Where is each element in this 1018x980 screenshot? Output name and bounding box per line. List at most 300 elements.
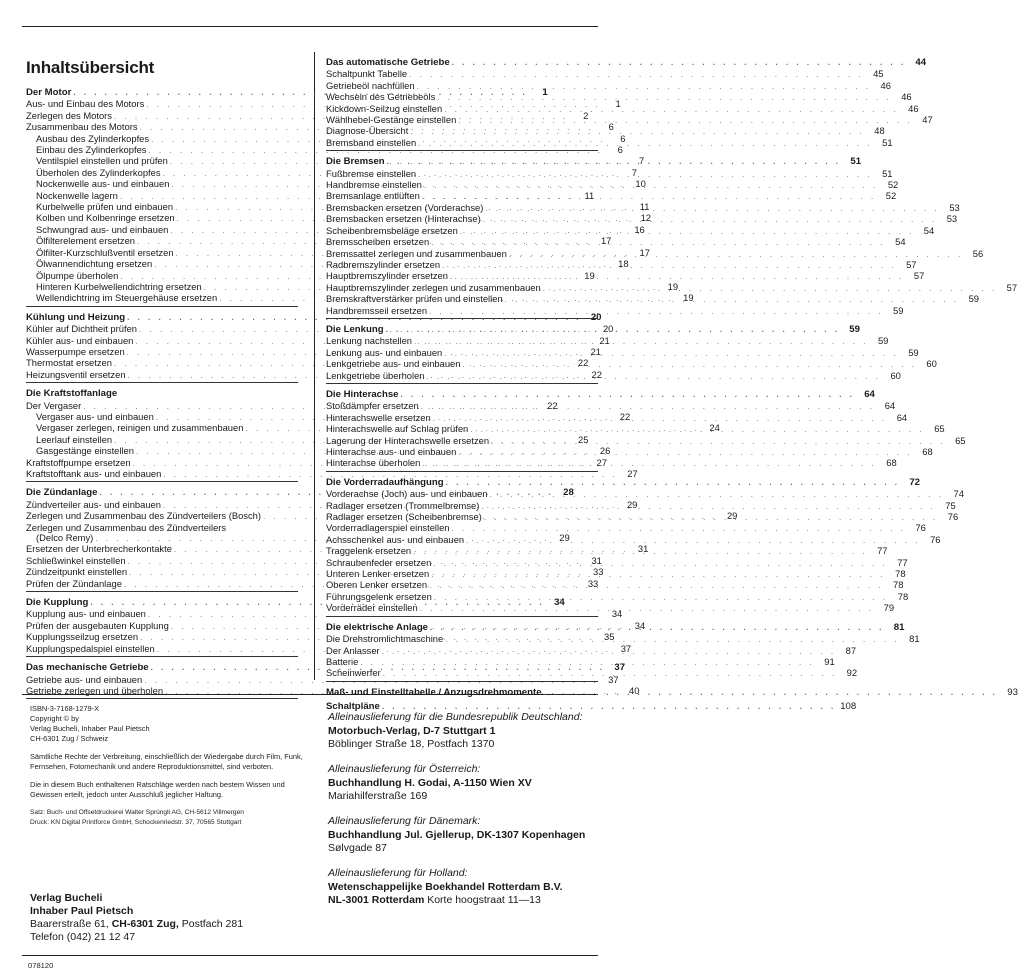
- toc-entry-title: Die Hinterachse: [326, 388, 399, 400]
- toc-leader-dots: [445, 635, 899, 645]
- toc-entry-title: Lenkung aus- und einbauen: [326, 346, 443, 358]
- toc-entry-title: Zerlegen und Zusammenbau des Zündverteilers: [26, 521, 227, 533]
- toc-page-number: 75: [945, 499, 956, 511]
- toc-page-number: 68: [886, 457, 897, 469]
- toc-entry-title: Vergaser zerlegen, reinigen und zusammenbauen: [36, 422, 244, 434]
- toc-entry-title: Die Zündanlage: [26, 487, 98, 499]
- toc-page-number: 22: [619, 410, 631, 422]
- toc-page-number: 51: [882, 167, 893, 179]
- toc-page-number: 72: [909, 476, 920, 488]
- toc-page-number: 34: [554, 597, 565, 609]
- distributor-label: Alleinauslieferung für Dänemark:: [328, 815, 481, 827]
- toc-page-number: 76: [947, 511, 959, 523]
- toc-page-number: 16: [634, 223, 645, 235]
- toc-section-heading: [326, 57, 927, 68]
- druck-credit: Druck: KN Digital Printforce GmbH, Schockenriedstr. 37, 70565 Stuttgart: [30, 819, 242, 826]
- isbn: ISBN-3-7168-1279-X: [30, 704, 100, 713]
- toc-page-number: 52: [887, 179, 899, 191]
- toc-page-number: 53: [946, 213, 958, 225]
- toc-entry-title: Schaltpunkt Tabelle: [326, 68, 408, 80]
- toc-page-number: 64: [864, 388, 875, 400]
- toc-leader-dots: [383, 669, 837, 679]
- toc-entry-title: Bremskraftverstärker prüfen und einstellen: [326, 293, 503, 305]
- toc-entry-title: Die Kraftstoffanlage: [26, 388, 118, 400]
- toc-leader-dots: [444, 105, 898, 115]
- toc-leader-dots: [462, 357, 916, 370]
- toc-page-number: 27: [627, 468, 638, 479]
- toc-entry-title: Hinterachse aus- und einbauen: [326, 446, 457, 457]
- toc-leader-dots: [444, 345, 898, 359]
- toc-page-number: 59: [968, 293, 980, 305]
- toc-page-number: 29: [559, 532, 570, 544]
- toc-entry-title: Kraftstoffpumpe ersetzen: [26, 456, 131, 468]
- toc-page-number: 60: [890, 369, 901, 381]
- toc-entry-title: Handbremse einstellen: [326, 179, 422, 191]
- toc-entry-title: Bremsscheiben ersetzen: [326, 236, 430, 248]
- toc-leader-dots: [543, 280, 997, 294]
- toc-leader-dots: [424, 178, 878, 191]
- publisher-street-line: [30, 918, 312, 931]
- toc-entry-title: Zusammenbau des Motors: [26, 121, 138, 133]
- toc-page-number: 108: [840, 701, 857, 713]
- toc-leader-dots: [360, 658, 814, 668]
- toc-page-number: 1: [542, 87, 548, 98]
- toc-entry-title: Wechseln des Getriebeöls: [326, 91, 436, 103]
- publisher-name: Verlag Bucheli: [30, 892, 103, 904]
- toc-leader-dots: [420, 604, 874, 614]
- toc-leader-dots: [433, 410, 887, 424]
- toc-page-number: 78: [893, 579, 904, 591]
- toc-leader-dots: [470, 422, 924, 435]
- toc-entry-title: Die Kupplung: [26, 597, 89, 609]
- toc-page-number: 37: [608, 673, 619, 685]
- toc-page-number: 57: [913, 270, 925, 282]
- toc-page-number: 34: [634, 619, 646, 631]
- toc-page-number: 53: [949, 201, 960, 213]
- distributor-address: Mariahilferstraße 169: [328, 790, 428, 802]
- toc-entry-title: (Delco Remy): [36, 532, 94, 544]
- toc-page-number: 22: [591, 368, 602, 380]
- toc-entry-title: Zerlegen und Zusammenbau des Zündverteilers (Bosch): [26, 510, 262, 522]
- toc-entry-title: Ventilspiel einstellen und prüfen: [36, 155, 168, 167]
- toc-entry-title: Heizungsventil ersetzen: [26, 368, 126, 380]
- toc-entry-title: Ölpumpe überholen: [36, 269, 119, 281]
- toc-leader-dots: [414, 334, 868, 347]
- toc-leader-dots: [458, 116, 912, 126]
- toc-entry-title: Zerlegen des Motors: [26, 109, 112, 121]
- toc-leader-dots: [413, 547, 867, 557]
- toc-entry-title: Lagerung der Hinterachswelle ersetzen: [326, 434, 490, 446]
- toc-entry-title: Zündverteiler aus- und einbauen: [26, 498, 161, 510]
- toc-entry-title: Leerlauf einstellen: [36, 433, 113, 445]
- toc-entry-title: Schaltpläne: [326, 701, 380, 713]
- distributor-name: Buchhandlung H. Godai, A-1150 Wien XV: [328, 777, 532, 789]
- publisher-postbox: Postfach 281: [181, 918, 244, 930]
- toc-page-number: 51: [850, 156, 862, 168]
- toc-leader-dots: [427, 368, 881, 382]
- toc-entry-title: Lenkgetriebe aus- und einbauen: [326, 358, 461, 370]
- toc-leader-dots: [458, 445, 912, 458]
- toc-page-number: 54: [923, 224, 935, 236]
- toc-page-number: 40: [629, 684, 640, 696]
- toc-page-number: 92: [846, 667, 858, 679]
- toc-page-number: 78: [897, 590, 909, 602]
- toc-entry-title: Wasserpumpe ersetzen: [26, 345, 125, 357]
- toc-leader-dots: [422, 456, 876, 469]
- toc-leader-dots: [418, 139, 872, 149]
- toc-page-number: 79: [883, 602, 895, 614]
- footer-code: 078120: [28, 961, 54, 970]
- toc-page-number: 46: [908, 102, 919, 114]
- toc-entry-title: Die elektrische Anlage: [326, 621, 429, 633]
- toc-entry-title: Thermostat ersetzen: [26, 357, 112, 369]
- toc-leader-dots: [484, 510, 938, 523]
- toc-entry-title: Das automatische Getriebe: [326, 57, 450, 68]
- toc-leader-dots: [434, 593, 888, 603]
- toc-page-number: 2: [583, 109, 589, 121]
- toc-page-number: 77: [897, 556, 908, 568]
- toc-section-heading: [326, 388, 875, 400]
- toc-entry-title: Diagnose-Übersicht: [326, 125, 409, 137]
- toc-page-number: 17: [639, 246, 650, 258]
- toc-leader-dots: [417, 82, 871, 92]
- toc-entry-title: Vorderräder einstellen: [326, 602, 418, 614]
- toc-page-number: 59: [849, 323, 860, 335]
- toc-section-heading: [326, 156, 862, 168]
- publisher-phone: Telefon (042) 21 12 47: [30, 931, 136, 943]
- toc-entry-title: Einbau des Zylinderkopfes: [36, 144, 147, 156]
- toc-entry-title: Hinteren Kurbelwellendichtring ersetzen: [36, 280, 202, 292]
- toc-leader-dots: [490, 487, 944, 500]
- toc-leader-dots: [544, 684, 998, 698]
- toc-entry-title: Gasgestänge einstellen: [36, 445, 134, 457]
- copyright: Copyright © by: [30, 714, 79, 723]
- toc-entry-title: Ersetzen der Unterbrecherkontakte: [26, 543, 172, 555]
- toc-page-number: 87: [845, 644, 857, 656]
- disclaimer: Die in diesem Buch enthaltenen Ratschläge werden nach bestem Wissen und Gewissen erteilt, jedoch unter Ausschluß jeglicher Haftung.: [30, 780, 285, 799]
- toc-page-number: 57: [906, 258, 917, 270]
- toc-entry-title: Hinterachswelle ersetzen: [326, 411, 431, 423]
- toc-page-number: 11: [584, 189, 595, 201]
- toc-entry-title: Bremssattel zerlegen und zusammenbauen: [326, 247, 507, 259]
- satz-credit: Satz: Buch- und Offsetdruckerei Walter Sprüngli AG, CH-5612 Villmergen: [30, 809, 244, 816]
- toc-leader-dots: [421, 399, 875, 412]
- toc-entry-title: Ausbau des Zylinderkopfes: [36, 132, 150, 144]
- toc-entry-title: Hauptbremszylinder zerlegen und zusammenbauen: [326, 281, 541, 293]
- toc-page-number: 20: [590, 311, 602, 323]
- toc-entry-title: Hinterachswelle auf Schlag prüfen: [326, 423, 469, 435]
- toc-page-number: 81: [909, 633, 920, 645]
- toc-page-number: 33: [587, 577, 599, 589]
- toc-page-number: 93: [1007, 686, 1018, 698]
- toc-entry-title: Der Anlasser: [326, 644, 380, 656]
- toc-page-number: 46: [880, 79, 891, 91]
- toc-page-number: 10: [635, 178, 646, 190]
- toc-entry-title: Handbremsseil ersetzen: [326, 304, 428, 316]
- rights-notice: Sämtliche Rechte der Verbreitung, einschließlich der Wiedergabe durch Film, Funk, Fernsehen, Fotomechanik und andere Reproduktionsmittel, sind verboten.: [30, 752, 303, 771]
- toc-entry-title: Lenkung nachstellen: [326, 335, 413, 347]
- toc-entry-title: Der Vergaser: [26, 399, 82, 411]
- toc-leader-dots: [429, 577, 883, 591]
- toc-section: [326, 57, 933, 151]
- toc-entry-title: Hauptbremszylinder ersetzen: [326, 270, 448, 282]
- toc-entry: [326, 358, 937, 370]
- toc-leader-dots: [466, 536, 920, 546]
- toc-entry-title: Traggelenk ersetzen: [326, 545, 412, 557]
- toc-leader-dots: [429, 307, 883, 317]
- toc-entry: [326, 136, 893, 149]
- toc-entry-title: Bremsbacken ersetzen (Vorderachse): [326, 201, 484, 213]
- toc-page-number: 64: [896, 411, 908, 423]
- toc-page-number: 19: [683, 292, 694, 304]
- publisher-street: Baarerstraße 61,: [30, 918, 109, 930]
- toc-page-number: 68: [922, 446, 933, 457]
- toc-section-heading: [26, 311, 602, 323]
- toc-entry-title: Die Drehstromlichtmaschine: [326, 633, 444, 645]
- toc-entry-title: Zündzeitpunkt einstellen: [26, 566, 128, 578]
- toc-entry-title: Bremsanlage entlüften: [326, 190, 420, 202]
- toc-entry-title: Vorderachse (Joch) aus- und einbauen: [326, 488, 488, 500]
- toc-entry-title: Lenkgetriebe überholen: [326, 369, 425, 381]
- toc-page-number: 31: [637, 543, 649, 555]
- toc-entry-title: Führungsgelenk ersetzen: [326, 590, 432, 602]
- toc-page-number: 51: [882, 136, 893, 148]
- toc-entry-title: Ölwannendichtung ersetzen: [36, 258, 153, 270]
- toc-leader-dots: [422, 189, 876, 202]
- toc-entry-title: Kraftstofftank aus- und einbauen: [26, 468, 162, 479]
- toc-entry-title: Kühler auf Dichtheit prüfen: [26, 323, 138, 335]
- toc-page-number: 65: [955, 434, 966, 446]
- toc-entry-title: Prüfen der Zündanlage: [26, 577, 122, 589]
- toc-page-number: 54: [895, 236, 906, 248]
- toc-page-number: 81: [893, 621, 905, 633]
- toc-leader-dots: [509, 246, 963, 260]
- toc-leader-dots: [410, 127, 864, 137]
- distributor-name: Wetenschappelijke Boekhandel Rotterdam B.V.: [328, 881, 563, 893]
- toc-page-number: 6: [620, 132, 626, 144]
- toc-page-number: 6: [608, 121, 614, 133]
- toc-leader-dots: [505, 292, 959, 305]
- toc-entry-title: Getriebe zerlegen und überholen: [26, 684, 164, 696]
- toc-entry-title: Ölfilterelement ersetzen: [36, 235, 136, 247]
- distributors: [328, 711, 600, 919]
- toc-entry-title: Maß- und Einstelltabelle / Anzugsdrehmomente: [326, 686, 542, 698]
- toc-leader-dots: [418, 166, 872, 180]
- toc-entry-title: Überholen des Zylinderkopfes: [36, 166, 161, 178]
- toc-page-number: 74: [953, 488, 964, 500]
- toc-page-number: 45: [873, 68, 884, 80]
- toc-entry-title: Der Motor: [26, 87, 72, 98]
- toc-page-number: 29: [626, 498, 638, 510]
- toc-page-number: 35: [604, 631, 615, 643]
- toc-leader-dots: [491, 433, 945, 447]
- toc-leader-dots: [401, 390, 855, 400]
- toc-leader-dots: [460, 223, 914, 237]
- toc-entry-title: Das mechanische Getriebe: [26, 662, 149, 674]
- toc-page-number: 24: [709, 422, 720, 434]
- toc-page-number: 91: [824, 655, 835, 667]
- toc-entry: [326, 91, 912, 103]
- toc-leader-dots: [387, 157, 841, 167]
- publisher-city: CH-6301 Zug,: [111, 918, 179, 930]
- toc-entry-title: Achsschenkel aus- und einbauen: [326, 533, 465, 545]
- toc-entry-title: Schließwinkel einstellen: [26, 554, 126, 566]
- toc-section-heading: [26, 389, 298, 399]
- toc-page-number: 37: [620, 642, 632, 654]
- toc-page-number: 7: [639, 155, 645, 167]
- toc-entry-title: Kühler aus- und einbauen: [26, 334, 134, 346]
- toc-entry-title: Schwungrad aus- und einbauen: [36, 223, 169, 235]
- toc-page-number: 59: [908, 346, 919, 358]
- distributor-address-line: [328, 894, 600, 907]
- toc-page-number: 20: [602, 323, 614, 335]
- toc-entry-title: Prüfen der ausgebauten Kupplung: [26, 619, 169, 631]
- toc-leader-dots: [431, 235, 885, 248]
- toc-leader-dots: [481, 498, 935, 512]
- page-title: Inhaltsübersicht: [26, 58, 155, 77]
- distributor-block: [328, 867, 600, 907]
- toc-page-number: 31: [591, 554, 602, 566]
- toc-entry-title: Vergaser aus- und einbauen: [36, 410, 154, 422]
- toc-entry-title: Scheinwerfer: [326, 667, 381, 679]
- toc-entry-title: Kupplungspedalspiel einstellen: [26, 642, 155, 654]
- distributor-name: Buchhandlung Jul. Gjellerup, DK-1307 Kopenhagen: [328, 829, 586, 841]
- toc-page-number: 11: [639, 201, 650, 213]
- toc-entry-title: Kolben und Kolbenringe ersetzen: [36, 212, 175, 224]
- toc-leader-dots: [452, 58, 906, 68]
- toc-page-number: 56: [972, 247, 984, 259]
- toc-page-number: 77: [877, 545, 888, 557]
- toc-entry-title: Vorderradlagerspiel einstellen: [326, 522, 450, 534]
- top-rule: [22, 26, 598, 27]
- toc-entry-title: Radlager ersetzen (Trommelbremse): [326, 499, 480, 511]
- toc-page-number: 22: [547, 399, 558, 411]
- toc-leader-dots: [437, 93, 891, 103]
- toc-entry-title: Getriebe aus- und einbauen: [26, 673, 143, 685]
- toc-page-number: 25: [578, 433, 589, 445]
- toc-page-number: 60: [926, 358, 937, 370]
- toc-entry-title: Aus- und Einbau des Motors: [26, 98, 145, 110]
- toc-entry-title: Radbremszylinder ersetzen: [326, 258, 441, 270]
- toc-page-number: 26: [599, 445, 611, 457]
- toc-leader-dots: [485, 201, 939, 214]
- toc-page-number: 12: [640, 212, 652, 224]
- distributor-street: Korte hoogstraat 11—13: [427, 894, 541, 906]
- toc-page-number: 7: [631, 166, 637, 178]
- toc-leader-dots: [409, 70, 863, 80]
- toc-entry-title: Ölfilter-Kurzschlußventil ersetzen: [36, 246, 174, 258]
- toc-page-number: 78: [895, 568, 906, 580]
- imprint-publisher: Verlag Bucheli, Inhaber Paul Pietsch: [30, 724, 150, 733]
- toc-entry-title: Getriebeöl nachfüllen: [326, 79, 415, 91]
- toc-entry-title: Die Bremsen: [326, 156, 385, 168]
- toc-entry: [326, 270, 925, 282]
- toc-page-number: 65: [934, 423, 945, 435]
- toc-page-number: 1: [615, 98, 621, 110]
- distributor-label: Alleinauslieferung für Österreich:: [328, 763, 481, 775]
- toc-page-number: 48: [874, 125, 885, 137]
- toc-leader-dots: [386, 325, 840, 335]
- toc-page-number: 44: [915, 57, 927, 68]
- toc-page-number: 47: [922, 114, 933, 126]
- toc-page-number: 18: [618, 258, 629, 270]
- toc-entry-title: Oberen Lenker ersetzen: [326, 579, 428, 591]
- toc-leader-dots: [433, 559, 887, 569]
- toc-entry: [26, 468, 638, 480]
- toc-page-number: 29: [726, 510, 738, 522]
- toc-entry-title: Batterie: [326, 655, 359, 667]
- toc-page-number: 33: [593, 566, 604, 578]
- toc-entry-title: Fußbremse einstellen: [326, 167, 417, 179]
- toc-entry-title: Wellendichtring im Steuergehäuse ersetzen: [36, 292, 218, 304]
- toc-page-number: 46: [901, 91, 912, 103]
- toc-leader-dots: [431, 570, 885, 580]
- toc-entry-title: Nockenwelle lagern: [36, 189, 118, 201]
- toc-entry-title: Kurbelwelle prüfen und einbauen: [36, 201, 174, 213]
- distributor-block: [328, 711, 600, 751]
- distributor-name: Motorbuch-Verlag, D-7 Stuttgart 1: [328, 725, 496, 737]
- distributor-label: Alleinauslieferung für Holland:: [328, 867, 468, 879]
- toc-leader-dots: [446, 478, 900, 488]
- toc-leader-dots: [382, 647, 836, 657]
- toc-page-number: 19: [667, 280, 679, 292]
- toc-page-number: 27: [596, 456, 607, 468]
- toc-entry: [326, 488, 964, 500]
- toc-page-number: 17: [600, 235, 612, 247]
- toc-entry-title: Bremsbacken ersetzen (Hinterachse): [326, 213, 481, 225]
- toc-page-number: 76: [930, 533, 941, 545]
- publisher-owner: Inhaber Paul Pietsch: [30, 905, 134, 917]
- distributor-city: NL-3001 Rotterdam: [328, 894, 425, 906]
- toc-entry-title: Scheibenbremsbeläge ersetzen: [326, 224, 458, 236]
- toc-page-number: 52: [885, 190, 897, 202]
- toc-page-number: 37: [614, 662, 626, 674]
- distributor-block: [328, 763, 600, 803]
- toc-entry-title: Stoßdämpfer ersetzen: [326, 400, 419, 412]
- toc-page-number: 34: [611, 608, 623, 620]
- toc-entry-title: Kupplung aus- und einbauen: [26, 608, 146, 620]
- toc-page-number: 21: [599, 334, 610, 346]
- toc-leader-dots: [430, 619, 884, 633]
- toc-entry-title: Wählhebel-Gestänge einstellen: [326, 114, 457, 126]
- toc-page-number: 57: [1006, 281, 1018, 293]
- toc-entry-title: Bremsband einstellen: [326, 136, 417, 148]
- publisher-address: [30, 892, 312, 944]
- toc-page-number: 64: [884, 400, 896, 412]
- toc-entry-title: Kickdown-Seilzug einstellen: [326, 102, 443, 114]
- toc-leader-dots: [483, 212, 937, 225]
- toc-entry-title: Kupplungsseilzug ersetzen: [26, 631, 139, 643]
- toc-page-number: 76: [915, 522, 926, 534]
- toc-page-number: 19: [584, 269, 595, 281]
- bottom-rule: [22, 955, 598, 956]
- distributor-address: Sølvgade 87: [328, 842, 387, 854]
- toc-entry-title: Unteren Lenker ersetzen: [326, 568, 430, 580]
- toc-page-number: 59: [877, 335, 889, 347]
- toc-page-number: 21: [590, 345, 602, 357]
- imprint-city: CH-6301 Zug / Schweiz: [30, 734, 109, 743]
- distributor-block: [328, 815, 600, 855]
- toc-leader-dots: [442, 258, 896, 271]
- toc-page-number: 22: [577, 357, 589, 369]
- toc-entry-title: Die Lenkung: [326, 323, 384, 335]
- toc-entry-title: Radlager ersetzen (Scheibenbremse): [326, 511, 482, 523]
- imprint: [30, 704, 312, 828]
- distributor-label: Alleinauslieferung für die Bundesrepublik Deutschland:: [328, 711, 583, 723]
- distributor-address: Böblinger Straße 18, Postfach 1370: [328, 738, 495, 750]
- toc-page-number: 28: [563, 487, 574, 499]
- toc-entry-title: Schraubenfeder ersetzen: [326, 556, 432, 568]
